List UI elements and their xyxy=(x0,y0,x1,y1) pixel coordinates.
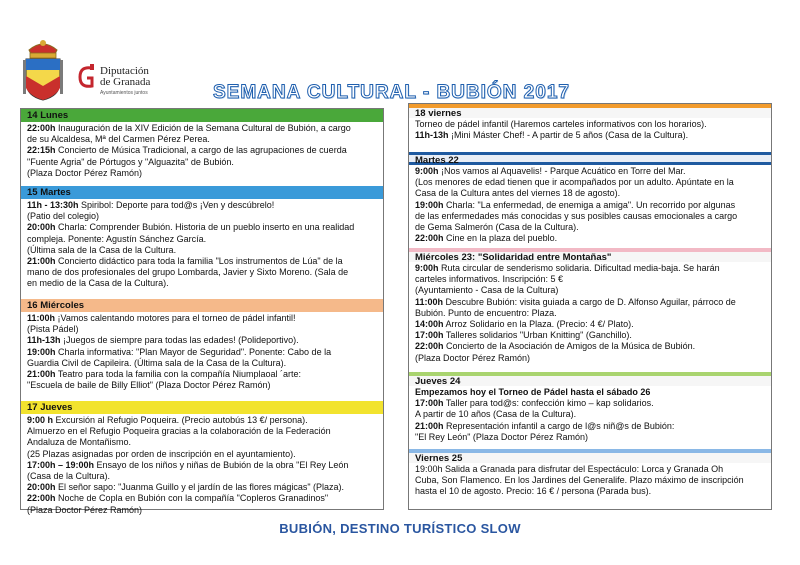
event-text: (Los menores de edad tienen que ir acompañados por un adulto. Apúntate en la xyxy=(415,177,734,188)
event-line xyxy=(27,358,377,369)
event-line xyxy=(415,233,765,244)
event-text: mano de dos profesionales del grupo Lombarda, Javier y Sixto Moreno. (Sala de xyxy=(27,267,349,278)
event-line xyxy=(27,256,377,267)
diputacion-name: Diputación de Granada xyxy=(100,65,151,88)
left-section-3 xyxy=(21,299,383,391)
event-time: 11:00h xyxy=(415,296,444,307)
event-line xyxy=(415,308,765,319)
event-line xyxy=(27,380,377,391)
day-events xyxy=(409,118,771,141)
event-time: 9:00h xyxy=(415,263,439,273)
footer-slogan: BUBIÓN, DESTINO TURÍSTICO SLOW xyxy=(279,521,521,536)
event-text: de Gema Salmerón (Casa de la Cultura). xyxy=(415,222,579,233)
event-line xyxy=(27,482,377,493)
right-section-5 xyxy=(409,449,771,498)
day-header: 16 Miércoles xyxy=(21,299,383,312)
event-line xyxy=(415,421,765,432)
event-line xyxy=(27,437,377,448)
event-line xyxy=(27,200,377,211)
event-text: "Fuente Agria" de Pórtugos y "Alguazita" de Bubión. xyxy=(27,156,234,167)
day-events xyxy=(21,199,383,290)
day-events xyxy=(409,262,771,364)
event-line xyxy=(415,263,765,274)
event-line xyxy=(27,449,377,460)
event-line xyxy=(27,145,377,156)
event-text: "El Rey León" (Plaza Doctor Pérez Ramón) xyxy=(415,431,588,442)
event-text: A partir de 10 años (Casa de la Cultura). xyxy=(415,409,577,420)
event-text: Almuerzo en el Refugio Poqueira gracias a la colaboración de la Federación xyxy=(27,426,331,437)
event-time: 22:00h xyxy=(27,123,56,133)
event-time: 22:00h xyxy=(415,341,444,352)
day-header: 17 Jueves xyxy=(21,401,383,414)
event-line xyxy=(415,200,765,211)
event-line xyxy=(415,319,765,330)
event-text: (Casa de la Cultura). xyxy=(27,471,111,482)
event-text: de su Alcaldesa, Mª del Carmen Pérez Perea. xyxy=(27,134,210,145)
event-text: Guardia Civil de Capileira. (Última sala de la Casa de la Cultura). xyxy=(27,357,287,368)
event-line xyxy=(27,335,377,346)
event-text: (Última sala de la Casa de la Cultura. xyxy=(27,244,177,255)
event-line xyxy=(415,341,765,352)
event-text: ¡Nos vamos al Aquavelis! - Parque Acuático en Torre del Mar. xyxy=(438,166,686,176)
day-header: Miércoles 23: "Solidaridad entre Montañas" xyxy=(409,248,771,262)
event-text: Cuba, Son Flamenco. En los Jardines del Generalife. Plazo máximo de inscripción xyxy=(415,475,744,486)
event-line xyxy=(415,486,765,497)
day-events xyxy=(409,386,771,443)
event-line xyxy=(415,398,765,409)
event-text: Noche de Copla en Bubión con la compañía "Copleros Granadinos" xyxy=(55,493,329,504)
event-time: 17:00h – 19:00h xyxy=(27,459,95,470)
day-events xyxy=(21,414,383,516)
event-line xyxy=(415,119,765,130)
event-line xyxy=(27,134,377,145)
event-text: Andaluza de Montañismo. xyxy=(27,437,132,448)
event-line xyxy=(415,166,765,177)
event-line xyxy=(27,505,377,516)
event-text: en medio de la Casa de la Cultura). xyxy=(27,278,169,289)
event-text: Concierto de Música Tradicional, a cargo de las agrupaciones de cuerda xyxy=(55,145,347,156)
event-text: Representación infantil a cargo de l@s niñ@s de Bubión: xyxy=(443,420,675,431)
day-events xyxy=(21,122,383,179)
event-time: 11h-13h xyxy=(27,335,61,346)
event-line xyxy=(415,475,765,486)
left-section-4 xyxy=(21,401,383,516)
event-line xyxy=(415,188,765,199)
event-time: Empezamos hoy el Torneo de Pádel hasta el sábado 26 xyxy=(415,387,651,397)
right-section-4 xyxy=(409,372,771,443)
event-time: 14:00h xyxy=(415,319,444,330)
event-text: Charla: Comprender Bubión. Historia de un pueblo inserto en una realidad xyxy=(55,222,355,233)
event-time: 21:00h xyxy=(415,420,444,431)
event-text: Concierto didáctico para toda la familia "Los instrumentos de Lúa" de la xyxy=(55,256,343,267)
left-column xyxy=(20,108,384,515)
event-line xyxy=(27,123,377,134)
event-text: (Plaza Doctor Pérez Ramón) xyxy=(27,167,143,178)
day-events xyxy=(21,312,383,391)
event-time: 21:00h xyxy=(27,256,56,267)
event-line xyxy=(27,234,377,245)
event-time: 19:00h xyxy=(27,346,56,357)
day-header: Martes 22 xyxy=(409,152,771,165)
event-text: Spiribol: Deporte para tod@s ¡Ven y descúbrelo! xyxy=(78,200,275,210)
event-line xyxy=(415,274,765,285)
right-section-2 xyxy=(409,152,771,244)
event-text: (Patio del colegio) xyxy=(27,211,100,222)
event-text: Inauguración de la XIV Edición de la Semana Cultural de Bubión, a cargo xyxy=(55,123,351,133)
event-text: El señor sapo: "Juanma Guillo y el jardín de las flores mágicas" (Plaza). xyxy=(55,482,345,493)
event-time: 19:00h xyxy=(415,199,444,210)
right-column xyxy=(408,103,772,510)
diputacion-subtitle: Ayuntamientos juntos xyxy=(100,90,148,96)
event-text: Torneo de pádel infantil (Haremos carteles informativos con los horarios). xyxy=(415,119,707,129)
event-text: (Plaza Doctor Pérez Ramón) xyxy=(27,504,143,515)
event-text: (Pista Pádel) xyxy=(27,324,79,335)
event-text: Talleres solidarios "Urban Knitting" (Ganchillo). xyxy=(443,330,632,341)
event-line xyxy=(27,493,377,504)
event-text: Charla informativa: "Plan Mayor de Seguridad". Ponente: Cabo de la xyxy=(55,346,332,357)
event-line xyxy=(415,464,765,475)
left-section-1 xyxy=(21,109,383,179)
event-line xyxy=(27,278,377,289)
event-line xyxy=(415,297,765,308)
event-text: (25 Plazas asignadas por orden de inscripción en el ayuntamiento). xyxy=(27,448,296,459)
event-text: de las enfermedades más conocidas y sus posibles causas emocionales a cargo xyxy=(415,210,738,221)
event-text: Bubión. Punto de encuentro: Plaza. xyxy=(415,307,557,318)
event-text: "Escuela de baile de Billy Elliot" (Plaza Doctor Pérez Ramón) xyxy=(27,380,271,391)
event-time: 11:00h xyxy=(27,313,56,323)
event-text: (Ayuntamiento - Casa de la Cultura) xyxy=(415,285,559,296)
event-text: ¡Juegos de siempre para todas las edades! (Polideportivo). xyxy=(60,335,299,346)
event-text: compleja. Ponente: Agustín Sánchez García. xyxy=(27,233,207,244)
day-header: 15 Martes xyxy=(21,186,383,199)
day-events xyxy=(409,463,771,498)
event-line xyxy=(27,267,377,278)
event-text: Taller para tod@s: confección kimo – kap solidarios. xyxy=(443,398,654,409)
event-line xyxy=(415,432,765,443)
event-text: Casa de la Cultura antes del viernes 18 de agosto). xyxy=(415,188,621,199)
event-line xyxy=(27,471,377,482)
day-events xyxy=(409,165,771,244)
event-text: 19:00h Salida a Granada para disfrutar del Espectáculo: Lorca y Granada Oh xyxy=(415,464,724,474)
diputacion-logo-icon xyxy=(78,64,96,90)
event-line xyxy=(415,222,765,233)
event-line xyxy=(27,460,377,471)
right-section-3 xyxy=(409,248,771,364)
event-line xyxy=(27,324,377,335)
event-text: ¡Mini Máster Chef! - A partir de 5 años (Casa de la Cultura). xyxy=(448,130,689,141)
event-time: 22:15h xyxy=(27,145,56,156)
event-time: 11h - 13:30h xyxy=(27,200,79,210)
day-header: Jueves 24 xyxy=(409,372,771,386)
event-time: 17:00h xyxy=(415,398,444,409)
event-line xyxy=(27,157,377,168)
event-text: Teatro para toda la familia con la compañía Niumplaoal ´arte: xyxy=(55,369,301,380)
bubion-coat-of-arms xyxy=(20,36,66,102)
event-text: Excursión al Refugio Poqueira. (Precio autobús 13 €/ persona). xyxy=(53,415,308,425)
page-title: SEMANA CULTURAL - BUBIÓN 2017 xyxy=(213,82,570,103)
event-line xyxy=(415,177,765,188)
event-text: Descubre Bubión: visita guiada a cargo de D. Alfonso Aguilar, párroco de xyxy=(443,296,736,307)
event-time: 22:00h xyxy=(415,233,444,244)
event-line xyxy=(415,130,765,141)
event-text: Cine en la plaza del pueblo. xyxy=(443,233,558,244)
right-section-1 xyxy=(409,104,771,141)
day-header: 18 viernes xyxy=(409,104,771,118)
event-line xyxy=(27,313,377,324)
event-text: Ensayo de los niños y niñas de Bubión de la obra "El Rey León xyxy=(94,459,349,470)
event-line xyxy=(27,168,377,179)
event-time: 11h-13h xyxy=(415,130,449,141)
event-line xyxy=(27,415,377,426)
event-time: 9:00 h xyxy=(27,415,54,425)
event-line xyxy=(415,353,765,364)
event-time: 17:00h xyxy=(415,330,444,341)
event-line xyxy=(27,347,377,358)
event-time: 22:00h xyxy=(27,493,56,504)
event-text: Charla: "La enfermedad, de enemiga a amiga". Un recorrido por algunas xyxy=(443,199,736,210)
event-line xyxy=(27,222,377,233)
event-line xyxy=(27,245,377,256)
event-line xyxy=(415,409,765,420)
event-line xyxy=(415,285,765,296)
event-text: hasta el 10 de agosto. Precio: 16 € / persona (Parada bus). xyxy=(415,486,652,497)
event-line xyxy=(27,426,377,437)
day-header: 14 Lunes xyxy=(21,109,383,122)
event-text: carteles informativos. Inscripción: 5 € xyxy=(415,274,564,285)
event-line xyxy=(415,211,765,222)
event-text: Concierto de la Asociación de Amigos de la Música de Bubión. xyxy=(443,341,696,352)
event-line xyxy=(415,330,765,341)
event-time: 20:00h xyxy=(27,222,56,233)
event-time: 20:00h xyxy=(27,482,56,493)
event-line xyxy=(415,387,765,398)
event-time: 9:00h xyxy=(415,166,439,176)
event-text: (Plaza Doctor Pérez Ramón) xyxy=(415,352,531,363)
event-text: Ruta circular de senderismo solidaria. Dificultad media-baja. Se harán xyxy=(438,263,720,273)
event-time: 21:00h xyxy=(27,369,56,380)
left-section-2 xyxy=(21,186,383,290)
event-text: Arroz Solidario en la Plaza. (Precio: 4 €/ Plato). xyxy=(443,319,634,330)
event-line xyxy=(27,369,377,380)
event-text: ¡Vamos calentando motores para el torneo de pádel infantil! xyxy=(55,313,296,323)
day-header: Viernes 25 xyxy=(409,449,771,463)
event-line xyxy=(27,211,377,222)
